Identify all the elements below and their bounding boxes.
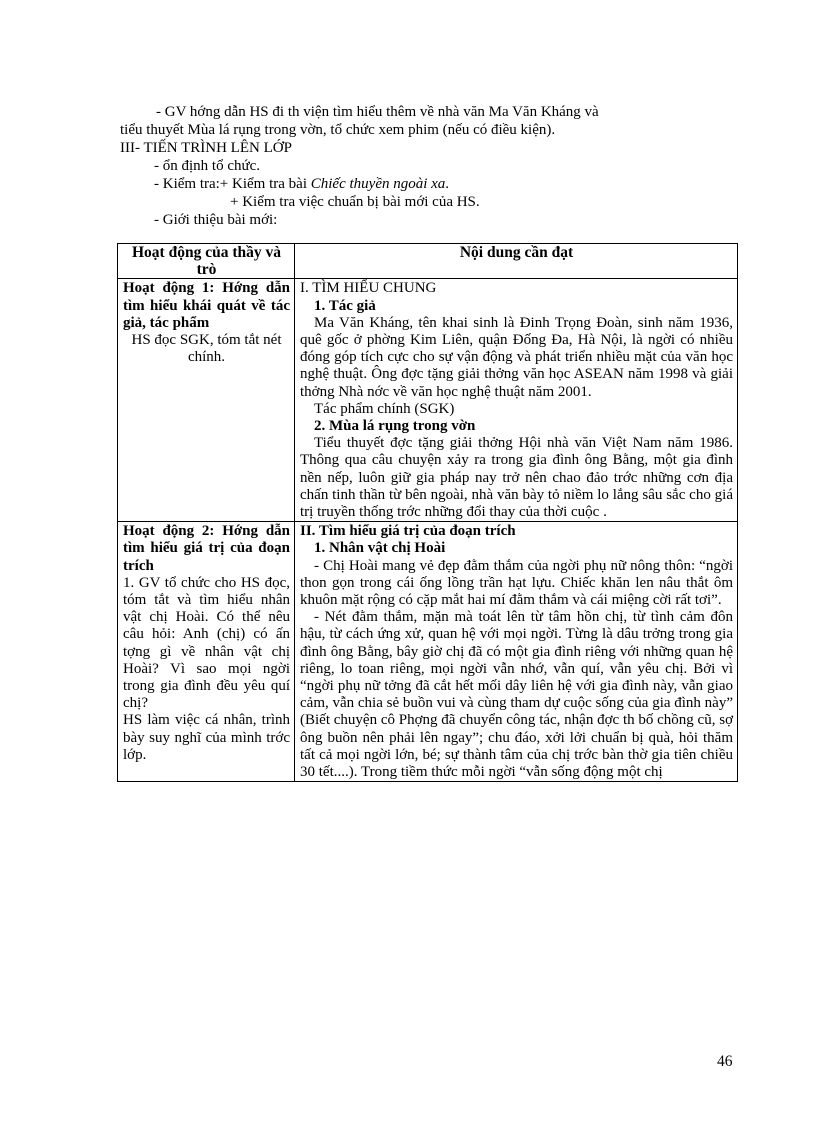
intro-item-4: - Giới thiệu bài mới: xyxy=(154,212,278,228)
content-1-sub1-title: 1. Tác giả xyxy=(314,297,376,314)
activity-2-hs: HS làm việc cá nhân, trình bày suy nghĩ của mình trớc lớp. xyxy=(123,712,290,763)
intro-line-2: tiểu thuyết Mùa lá rụng trong vờn, tổ chức xem phim (nếu có điều kiện). xyxy=(120,122,556,138)
intro-item-3: + Kiểm tra việc chuẩn bị bài mới của HS. xyxy=(230,194,480,210)
intro-block xyxy=(120,103,735,229)
content-1-sub1-para: Ma Văn Kháng, tên khai sinh là Đinh Trọng Đoàn, sinh năm 1936, quê gốc ở phờng Kim Liên, quận Đống Đa, Hà Nội, là ngời có nhiều đóng góp tích cực cho sự vận động và phát triển nhiều mặt của văn học nghệ thuật. Ông đợc tặng giải thởng văn học ASEAN năm 1998 và giải thởng Nhà nớc về văn học nghệ thuật năm 2001. xyxy=(300,314,733,400)
content-cell-2 xyxy=(295,522,738,782)
intro-item-1: - ổn định tổ chức. xyxy=(154,158,261,174)
content-2-sub1-title: 1. Nhân vật chị Hoài xyxy=(314,540,446,557)
page-number: 46 xyxy=(717,1053,733,1070)
table-header-row xyxy=(118,244,738,279)
content-1-sub2-title: 2. Mùa lá rụng trong vờn xyxy=(314,418,476,435)
intro-item-2 xyxy=(120,175,735,193)
content-1-section-title: I. TÌM HIỂU CHUNG xyxy=(300,280,437,297)
content-1-sub1-works: Tác phẩm chính (SGK) xyxy=(314,400,455,417)
activity-2-task: 1. GV tổ chức cho HS đọc, tóm tắt và tìm hiểu nhân vật chị Hoài. Có thể nêu câu hỏi: Anh (chị) có ấn tợng gì về nhân vật chị Hoài? Vì sao mọi ngời trong gia đình đều yêu quí chị? xyxy=(123,574,290,712)
table-row xyxy=(118,522,738,782)
activity-2-title: Hoạt động 2: Hớng dẫn tìm hiểu giá trị của đoạn trích xyxy=(123,523,290,574)
intro-line-1: - GV hớng dẫn HS đi th viện tìm hiểu thêm về nhà văn Ma Văn Kháng và xyxy=(156,104,599,120)
section-heading: III- TIẾN TRÌNH LÊN LỚP xyxy=(120,140,292,156)
content-1-sub2-para: Tiểu thuyết đợc tặng giải thởng Hội nhà văn Việt Nam năm 1986. Thông qua câu chuyện xảy ra trong gia đình ông Bằng, một gia đình nền nếp, luôn giữ gia pháp nay trở nên chao đảo trớc những cơn địa chấn tinh thần từ bên ngoài, nhà văn bày tỏ niềm lo lắng sâu sắc cho giá trị truyền thống trớc những đổi thay của thời cuộc . xyxy=(300,435,733,521)
table-row xyxy=(118,279,738,522)
content-2-para-2: - Nét đằm thắm, mặn mà toát lên từ tâm hồn chị, từ tình cảm đôn hậu, từ cách ứng xử, quan hệ với mọi ngời. Từng là dâu trởng trong gia đình ông Bằng, bây giờ chị đã có một gia đình riêng với những quan hệ riêng, lo toan riêng, mọi ngời vẫn nhớ, vẫn quí, vẫn yêu chị. Bởi vì “ngời phụ nữ tởng đã cắt hết mối dây liên hệ với gia đình này, vẫn giao cảm, vẫn chia sẻ buồn vui và cùng tham dự cuộc sống của gia đình này” (Biết chuyện cô Phợng đã chuyển công tác, nhận đợc th bố chồng cũ, sợ ông buồn nên phải lên ngay”; chu đáo, xởi lởi chuẩn bị quà, hỏi thăm tất cả mọi ngời lớn, bé; sự thành tâm của chị trớc bàn thờ gia tiên chiều 30 tết....). Trong tiềm thức mỗi ngời “vẫn sống động một chị xyxy=(300,609,734,781)
header-activity: Hoạt động của thầy và trò xyxy=(118,244,295,279)
activity-1-note: HS đọc SGK, tóm tắt nét chính. xyxy=(131,332,282,366)
lesson-table xyxy=(117,243,738,782)
content-cell-1 xyxy=(295,279,738,522)
intro-item-2-prefix: - Kiểm tra:+ Kiểm tra bài xyxy=(154,176,311,192)
header-content: Nội dung cần đạt xyxy=(295,244,738,279)
activity-1-title: Hoạt động 1: Hớng dẫn tìm hiểu khái quát về tác giả, tác phẩm xyxy=(123,280,290,331)
content-2-section-title: II. Tìm hiểu giá trị của đoạn trích xyxy=(300,523,516,540)
intro-item-2-title: Chiếc thuyền ngoài xa xyxy=(310,176,446,192)
content-2-para-1: - Chị Hoài mang vẻ đẹp đằm thắm của ngời phụ nữ nông thôn: “ngời thon gọn trong cái ống lồng trần hạt lựu. Chiếc khăn len nâu thắt ôm khuôn mặt rộng có cặp mắt hai mí đằm thắm và cái miệng cời rất tơi”. xyxy=(300,557,733,609)
activity-cell-1 xyxy=(118,279,295,522)
activity-cell-2 xyxy=(118,522,295,782)
intro-item-2-suffix: . xyxy=(445,176,450,192)
